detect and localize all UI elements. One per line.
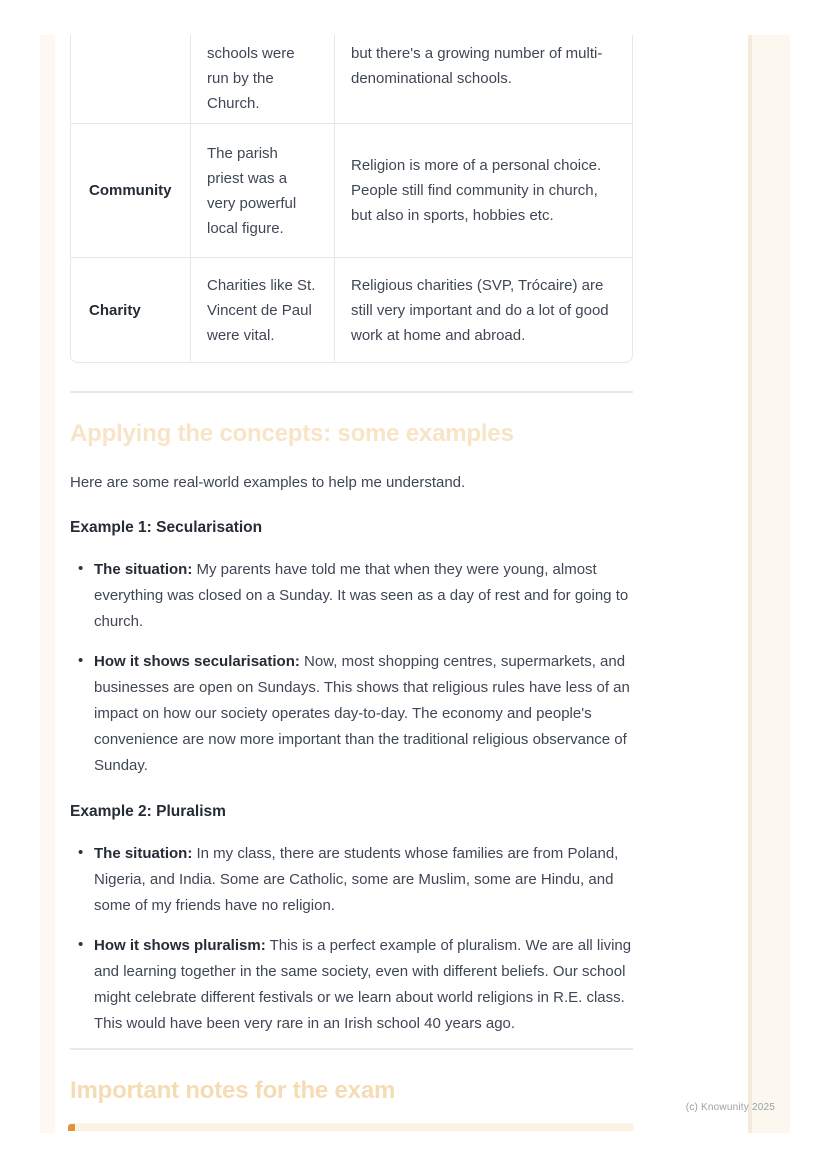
cutoff-callout-box [68, 1123, 634, 1131]
bullet-lead: How it shows secularisation: [94, 653, 300, 670]
example2-bullet-list [70, 841, 633, 1037]
table-cell-past: The parish priest was a very powerful local figure. [191, 124, 335, 258]
table-cell-past: schools were run by the Church. [191, 35, 335, 124]
callout-accent-corner [68, 1124, 75, 1131]
bullet-icon: • [78, 560, 84, 577]
table-row-label: Community [71, 124, 191, 258]
list-item [70, 557, 633, 635]
bullet-lead: The situation: [94, 561, 193, 578]
copyright-watermark: (c) Knowunity 2025 [685, 1102, 775, 1113]
example1-bullet-list [70, 557, 633, 779]
table-cell-present: Religion is more of a personal choice. People still find community in church, but also in sports, hobbies etc. [335, 124, 633, 258]
bullet-lead: How it shows pluralism: [94, 937, 266, 954]
comparison-table [70, 35, 633, 363]
example1-title: Example 1: Secularisation [70, 519, 263, 536]
bullet-icon: • [78, 936, 84, 953]
bullet-text: This is a perfect example of pluralism. We are all living and learning together in the same society, even with different beliefs. Our school might celebrate different festivals or we learn about world religions in R.E. class. This would have been very rare in an Irish school 40 years ago. [94, 937, 632, 1032]
bullet-icon: • [78, 652, 84, 669]
list-item [70, 933, 633, 1037]
bullet-lead: The situation: [94, 845, 193, 862]
bullet-icon: • [78, 844, 84, 861]
section-heading-exam-notes: Important notes for the exam [70, 1077, 396, 1104]
section-divider [70, 391, 633, 393]
table-row-label: Charity [71, 258, 191, 362]
section-heading-examples: Applying the concepts: some examples [70, 420, 514, 447]
page-edge-strip-left [40, 35, 55, 1133]
bullet-text: In my class, there are students whose families are from Poland, Nigeria, and India. Some are Catholic, some are Muslim, some are Hindu, and some of my friends have no religion. [94, 845, 619, 914]
bullet-text: Now, most shopping centres, supermarkets, and businesses are open on Sundays. This shows that religious rules have less of an impact on how our society operates day-to-day. The economy and people's convenience are now more important than the traditional religious observance of Sunday. [94, 653, 630, 774]
table-row-label [71, 35, 191, 124]
intro-paragraph: Here are some real-world examples to help me understand. [70, 474, 466, 491]
bullet-text: My parents have told me that when they were young, almost everything was closed on a Sunday. It was seen as a day of rest and for going to church. [94, 561, 629, 630]
exam-notes-section [70, 1048, 633, 1106]
table-cell-present: Religious charities (SVP, Trócaire) are still very important and do a lot of good work at home and abroad. [351, 276, 609, 344]
table-cell-past: Charities like St. Vincent de Paul were vital. [191, 258, 335, 362]
page-edge-strip-right [752, 35, 790, 1133]
example2-title: Example 2: Pluralism [70, 803, 226, 820]
table-cell-present: but there's a growing number of multi-denominational schools. [335, 35, 633, 124]
document-page [70, 35, 633, 1104]
list-item [70, 841, 633, 919]
section-divider [70, 1048, 633, 1050]
list-item [70, 649, 633, 779]
